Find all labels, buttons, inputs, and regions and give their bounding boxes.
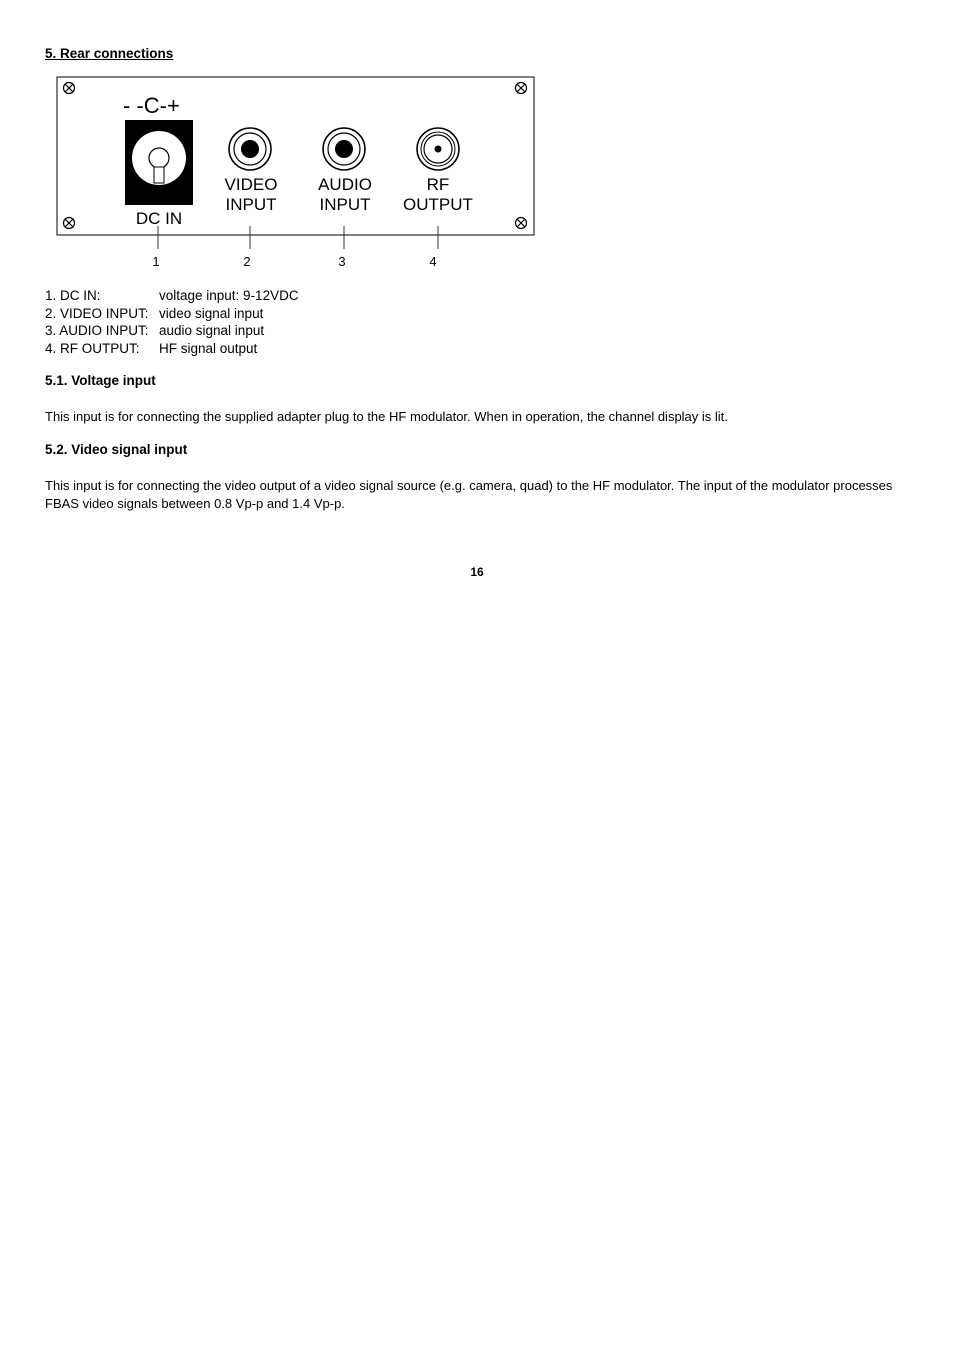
connection-value: video signal input — [159, 305, 264, 321]
connection-value: voltage input: 9-12VDC — [159, 288, 299, 303]
audio-label-line1: AUDIO — [318, 175, 372, 194]
list-item — [45, 322, 299, 340]
subsection-title-video: 5.2. Video signal input — [45, 442, 188, 457]
video-rca-connector — [229, 128, 271, 170]
rf-label-line1: RF — [426, 175, 450, 194]
audio-rca-connector — [323, 128, 365, 170]
list-item — [45, 305, 299, 323]
dc-jack-pin — [149, 148, 169, 168]
dc-jack-pin-stem — [154, 167, 164, 183]
page-number: 16 — [470, 565, 484, 579]
list-item — [45, 340, 299, 358]
connection-value: audio signal input — [159, 323, 265, 338]
section-title: 5. Rear connections — [45, 46, 174, 61]
audio-label-line2: INPUT — [319, 195, 371, 214]
list-item — [45, 287, 299, 305]
paragraph-voltage: This input is for connecting the supplied adapter plug to the HF modulator. When in operation, the channel display is lit. — [45, 409, 728, 424]
video-label-line2: INPUT — [225, 195, 277, 214]
video-label-line1: VIDEO — [224, 175, 278, 194]
connection-key: 3. AUDIO INPUT: — [45, 323, 149, 338]
connection-value: HF signal output — [159, 340, 258, 356]
dc-polarity-symbol: - -C-+ — [123, 93, 180, 118]
paragraph-video: This input is for connecting the video output of a video signal source (e.g. camera, quad) to the HF modulator. The input of the modulator processes FBAS video signals between 0.8 Vp-p and 1.4 Vp-p. — [45, 478, 893, 511]
callout-number-1: 1 — [152, 254, 160, 269]
rear-panel-diagram — [40, 68, 540, 278]
callout-number-2: 2 — [243, 254, 251, 269]
callout-number-3: 3 — [338, 254, 346, 269]
rf-f-connector — [417, 128, 459, 170]
subsection-title-voltage: 5.1. Voltage input — [45, 373, 156, 388]
connection-key: 2. VIDEO INPUT: — [45, 305, 149, 321]
connection-list — [45, 287, 299, 357]
dc-in-label: DC IN — [135, 209, 183, 228]
callout-number-4: 4 — [429, 254, 437, 269]
connection-key: 1. DC IN: — [45, 288, 101, 303]
connection-key: 4. RF OUTPUT: — [45, 340, 140, 356]
rf-label-line2: OUTPUT — [403, 195, 473, 214]
